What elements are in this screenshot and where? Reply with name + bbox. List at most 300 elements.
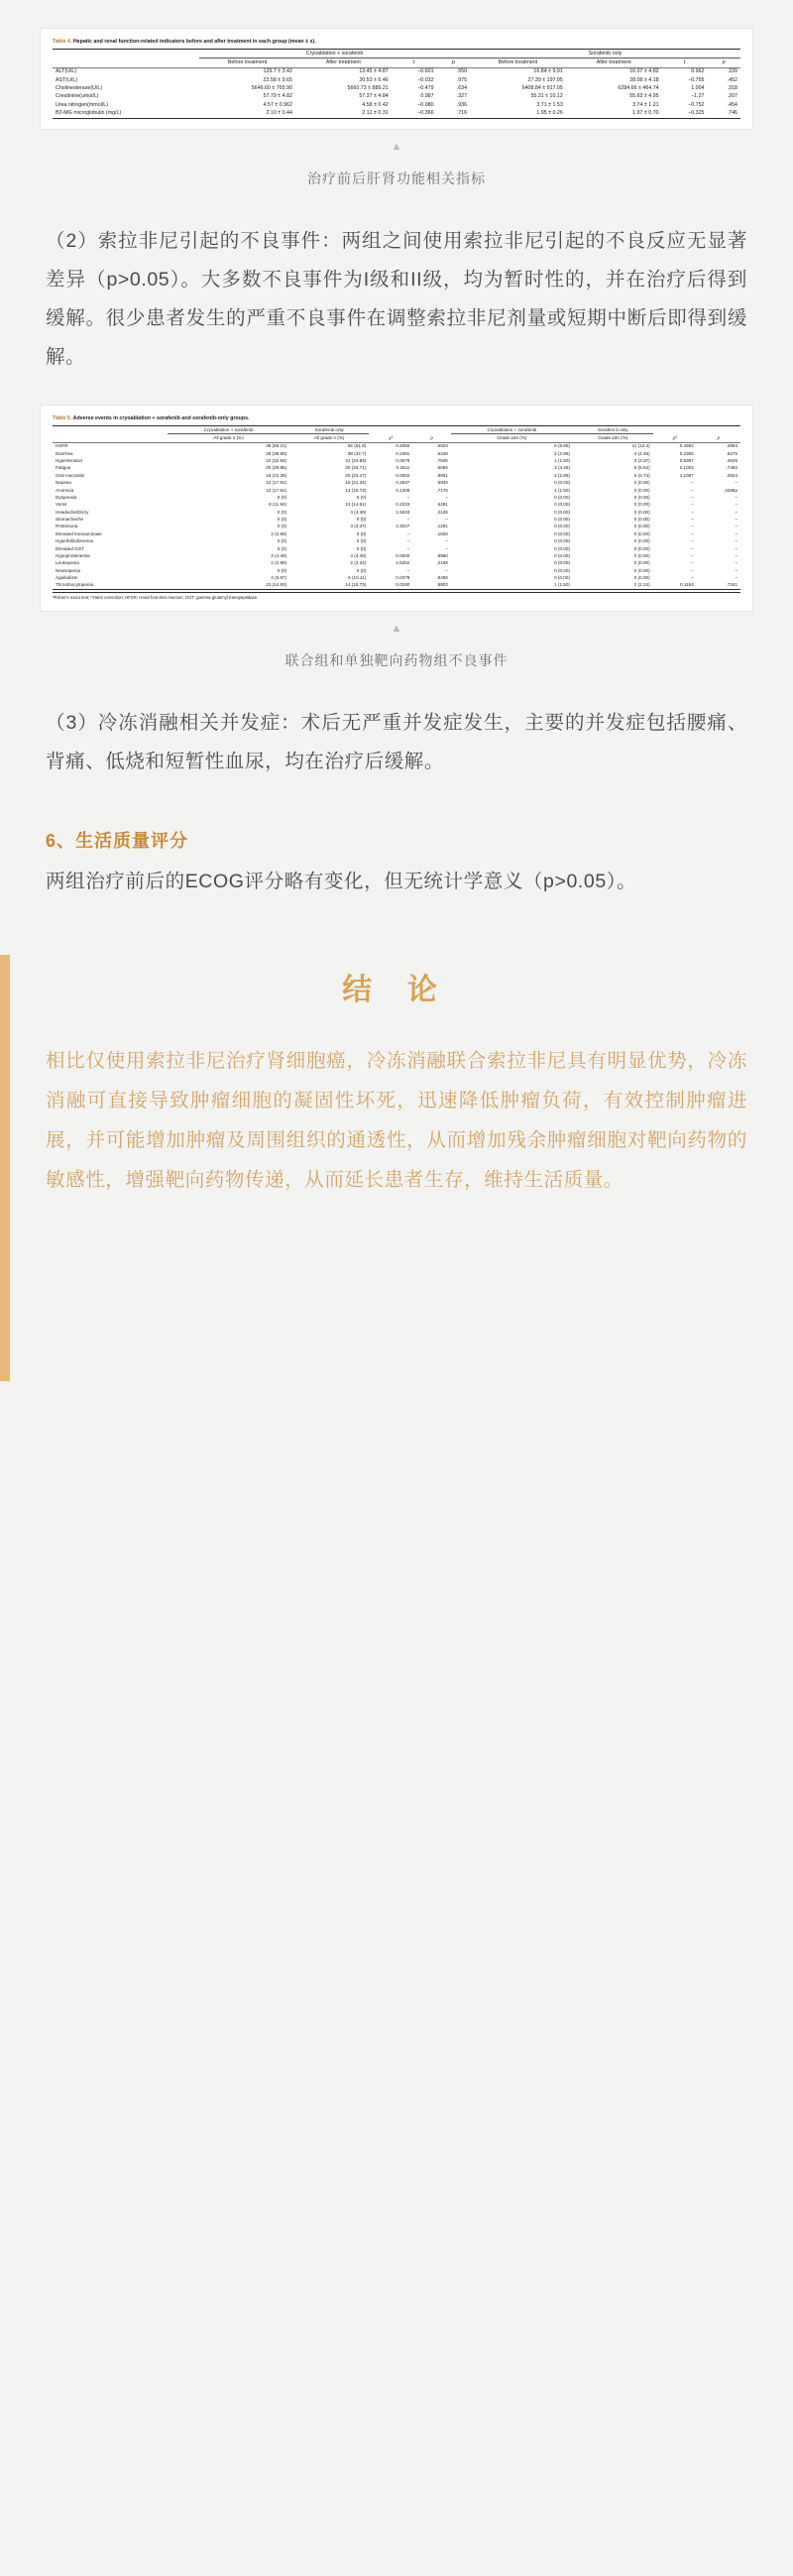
cell: .8903 <box>412 582 451 590</box>
cell: .6248 <box>436 450 448 456</box>
cell: 0 (0.00) <box>554 567 570 573</box>
cell: .327 <box>456 93 468 100</box>
cell: – <box>691 480 694 486</box>
cell: .9901 <box>436 472 448 478</box>
cell: – <box>691 538 694 544</box>
cell: 3.74 ± 1.21 <box>632 101 659 108</box>
cell: 3 (4.48) <box>554 465 570 471</box>
table4-caption-text: Hepatic and renal function-related indicators before and after treatment in each group (mean ± s). <box>72 39 316 45</box>
cell: 4 (4.49) <box>633 450 650 456</box>
cell: 0.2056 <box>396 443 410 449</box>
cell: 0 (0.00) <box>633 545 650 551</box>
cell: 0 (0) <box>277 524 287 529</box>
cell: 3.71 ± 1.53 <box>536 101 563 108</box>
cell: – <box>406 494 410 500</box>
table-row <box>53 552 740 559</box>
cell: B2-MG microglobulin (mg/L) <box>53 109 199 118</box>
cell: – <box>406 567 410 573</box>
cell: .4295a <box>723 487 737 493</box>
cell: 31 (34.83) <box>345 458 367 463</box>
cell: ALT(U/L) <box>56 68 77 75</box>
cell: – <box>691 509 694 515</box>
cell: 0 (0.00) <box>633 560 650 566</box>
cell: 1.1087 <box>679 472 694 478</box>
table-row <box>53 465 740 472</box>
cell: 0 (0) <box>356 517 367 522</box>
cell: 0 (0) <box>356 530 367 536</box>
cell: .454 <box>727 101 737 108</box>
table4-sub-0 <box>53 59 199 67</box>
table-row <box>53 574 740 581</box>
cell: 2.12 ± 0.31 <box>295 109 392 118</box>
cell: – <box>735 567 737 573</box>
cell: 3 (3.37) <box>350 524 367 529</box>
cell: −0.755 <box>688 76 705 83</box>
figure1-arrow-icon: ▲ <box>391 140 402 153</box>
cell: – <box>691 494 694 500</box>
cell: Proteinuria <box>56 524 78 529</box>
cell: 14 (15.73) <box>289 582 369 590</box>
cell: 2 (2.99) <box>271 530 287 536</box>
cell: 0 (0.00) <box>554 517 570 522</box>
cell: 0 (0.00) <box>633 530 650 536</box>
cell: 27.39 ± 197.05 <box>527 76 563 83</box>
cell: 0 (0.00) <box>633 538 650 544</box>
cell: .975 <box>456 76 468 83</box>
table-row <box>53 509 740 516</box>
cell: 1.5533 <box>396 509 410 515</box>
cell: 13.45 ± 4.87 <box>359 68 389 75</box>
table5-sub-3: χ² <box>369 434 412 442</box>
cell: −0.032 <box>417 76 434 83</box>
cell: 16.84 ± 9.91 <box>533 68 563 75</box>
cell: .1829 <box>436 530 448 536</box>
cell: Nausea <box>56 480 71 486</box>
table5-group-sora: Sorafenib only <box>289 425 369 433</box>
figure2-arrow-icon: ▲ <box>391 623 402 636</box>
cell: 13 (14.61) <box>345 502 367 508</box>
cell: 8 (11.94) <box>269 502 287 508</box>
cell: 0.2391 <box>396 450 410 456</box>
cell: 1 (1.50) <box>554 458 570 463</box>
cell: Hypertension <box>56 458 83 463</box>
cell: 1 (1.50) <box>554 487 570 493</box>
cell: 6284.66 ± 464.74 <box>618 85 659 92</box>
cell: – <box>691 487 694 493</box>
cell: 55 (61.8) <box>347 443 367 449</box>
cell: 2 (2.24) <box>350 560 367 566</box>
table5-group-chi <box>369 425 412 433</box>
table-5 <box>53 415 740 590</box>
cell: 0.2837 <box>396 480 410 486</box>
cell: – <box>691 517 694 522</box>
cell: – <box>691 567 694 573</box>
table4-group-row <box>53 50 740 59</box>
table5-sub-6: Grade ≥3n (%) <box>573 434 653 442</box>
cell: 12 (17.91) <box>266 487 287 493</box>
table4-sub-2: After treatment <box>295 59 392 67</box>
conclusion-section <box>0 965 793 1260</box>
cell: 39 (58.21) <box>266 443 287 449</box>
cell: 0 (0) <box>277 545 287 551</box>
cell: 2 (2.99) <box>554 450 570 456</box>
cell: 0.1022 <box>679 465 694 471</box>
table4-wrap <box>53 39 740 119</box>
cell: Stomachache <box>56 517 84 522</box>
cell: – <box>735 509 737 515</box>
cell: Anorexia <box>56 487 74 493</box>
table-row <box>53 516 740 523</box>
cell: .5943 <box>436 480 448 486</box>
cell: .7176 <box>436 487 448 493</box>
table-row <box>53 84 740 92</box>
table4-group-sora: Sorafenib only <box>470 50 740 59</box>
cell: 1 (1.50) <box>451 582 573 590</box>
table5-sub-5: Grade ≥3n (%) <box>451 434 573 442</box>
cell: Elevated GGT <box>56 545 85 551</box>
cell: .7492 <box>726 465 737 471</box>
cell: – <box>406 545 410 551</box>
cell: Vomit <box>56 502 67 508</box>
cell: Elevated transaminase <box>56 530 102 536</box>
paragraph-cryo-complications: （3）冷冻消融相关并发症：术后无严重并发症发生，主要的并发症包括腰痛、背痛、低烧和短暂性血尿，均在治疗后缓解。 <box>46 712 747 773</box>
cell: .1291 <box>436 524 448 529</box>
cell: .452 <box>727 76 737 83</box>
cell: – <box>691 560 694 566</box>
table5-caption-text: Adverse events in cryoablation + sorafenib and sorafenib-only groups. <box>72 414 250 421</box>
article-content <box>0 28 793 1330</box>
cell: .550 <box>456 68 468 75</box>
cell: 0 (0.00) <box>633 494 650 500</box>
cell: Cholinesterase(U/L) <box>56 85 103 92</box>
cell: 16.07 ± 4.82 <box>629 68 659 75</box>
table-row <box>53 450 740 457</box>
cell: 0.987 <box>420 93 434 100</box>
cell: .634 <box>456 85 468 92</box>
cell: 20.53 ± 6.46 <box>359 76 389 83</box>
cell: 0 (0) <box>356 494 367 500</box>
cell: 2 (2.24) <box>573 582 653 590</box>
table5-group-sora2: Sorafeni b only <box>573 425 653 433</box>
cell: 5660.73 ± 889.21 <box>347 85 389 92</box>
cell: 0 (0.00) <box>554 480 570 486</box>
table-row <box>53 101 740 109</box>
cell: 0 (0.00) <box>554 524 570 529</box>
cell: 0.5397 <box>679 458 694 463</box>
cell: 129.7 ± 3.42 <box>263 68 292 75</box>
cell: – <box>691 502 694 508</box>
cell: .4994 <box>726 443 737 449</box>
cell: .9960 <box>436 552 448 558</box>
cell: 0 (0) <box>277 567 287 573</box>
table5-head <box>53 425 740 442</box>
cell: 0.4562 <box>679 443 694 449</box>
cell: 0.0002 <box>396 472 410 478</box>
paragraph-adverse-events: （2）索拉非尼引起的不良事件：两组之间使用索拉非尼引起的不良反应无显著差异（p>0.05）。大多数不良事件为I级和II级，均为暂时性的，并在治疗后得到缓解。很少患者发生的严重不良事件在调整索拉非尼剂量或短期中断后即得到缓解。 <box>46 229 747 368</box>
cell: 0.0379 <box>396 575 410 580</box>
bottom-spacer <box>0 1260 793 1290</box>
cell: 0 (0.00) <box>554 560 570 566</box>
cell: – <box>445 567 448 573</box>
cell: – <box>691 545 694 551</box>
cell: – <box>735 502 737 508</box>
cell: 4 (4.49) <box>350 509 367 515</box>
cell: – <box>735 524 737 529</box>
cell: Neutropenia <box>56 567 81 573</box>
cell: – <box>691 530 694 536</box>
table5-group-p2 <box>697 425 740 433</box>
table4-group-blank <box>53 50 199 59</box>
cell: 0 (0.00) <box>633 524 650 529</box>
cell: Hyperbilirubinemia <box>56 538 94 544</box>
cell: 2 (2.99) <box>271 560 287 566</box>
cell: 4.57 ± 0.962 <box>263 101 292 108</box>
cell: 55.31 ± 10.12 <box>530 93 563 100</box>
cell: Hypoproteinemia <box>56 552 90 558</box>
cell: .6275 <box>726 450 737 456</box>
cell: 1.97 ± 0.70 <box>566 109 662 118</box>
table4-sub-6: After treatment <box>566 59 662 67</box>
cell: 5 (5.62) <box>633 465 650 471</box>
cell: Headache/Dizzy <box>56 509 89 515</box>
conclusion-body: 相比仅使用索拉非尼治疗肾细胞癌，冷冻消融联合索拉非尼具有明显优势，冷冻消融可直接导致肿瘤细胞的凝固性坏死，迅速降低肿瘤负荷，有效控制肿瘤进展，并可能增加肿瘤及周围组织的通透性，从而增加残余肿瘤细胞对靶向药物的敏感性，增强靶向药物传递，从而延长患者生存，维持生活质量。 <box>46 1050 747 1192</box>
cell: 3 (4.48) <box>271 552 287 558</box>
cell: AST(U/L) <box>56 76 78 83</box>
cell: – <box>691 524 694 529</box>
cell: 0.0000 <box>396 552 410 558</box>
cell: 0 (0.00) <box>554 494 570 500</box>
cell: 19 (21.34) <box>345 480 367 486</box>
table5-sub-2: All grade n (%) <box>289 434 369 442</box>
cell: – <box>406 530 410 536</box>
cell: 2 (2.99) <box>554 472 570 478</box>
table4-caption <box>53 39 740 49</box>
cell: −0.752 <box>688 101 705 108</box>
table-row <box>53 457 740 464</box>
cell: 4 (5.97) <box>271 575 287 580</box>
cell: – <box>691 575 694 580</box>
cell: 0 (0) <box>356 567 367 573</box>
cell: 0.1154 <box>653 582 697 590</box>
cell: 4 (4.49) <box>350 552 367 558</box>
table-row <box>53 502 740 509</box>
cell: 0 (0.00) <box>554 575 570 580</box>
cell: Creatinine(umol/L) <box>56 93 99 100</box>
cell: – <box>735 560 737 566</box>
table-row <box>53 530 740 537</box>
table4-group-cryo: Cryoablation + sorafenib <box>199 50 470 59</box>
cell: – <box>735 494 737 500</box>
table-row <box>53 582 740 590</box>
cell: – <box>735 552 737 558</box>
cell: – <box>406 517 410 522</box>
cell: 0 (0) <box>277 509 287 515</box>
cell: .8456 <box>436 575 448 580</box>
cell: – <box>406 538 410 544</box>
cell: 20 (29.85) <box>266 465 287 471</box>
figure-table5 <box>40 405 753 612</box>
figure1-caption: 治疗前后肝肾功能相关指标 <box>307 170 486 186</box>
cell: 2.3027 <box>396 524 410 529</box>
cell: 6 (8.96) <box>554 443 570 449</box>
table-row <box>53 93 740 101</box>
table-row <box>53 67 740 76</box>
cell: Dyspeusia <box>56 494 77 500</box>
cell: Fatigue <box>56 465 71 471</box>
cell: .6094 <box>436 465 448 471</box>
cell: 30 (33.71) <box>345 465 367 471</box>
cell: 0.0679 <box>396 458 410 463</box>
cell: .207 <box>727 93 737 100</box>
cell: 0.962 <box>691 68 705 75</box>
table5-body <box>53 442 740 590</box>
table5-group-cryo: Cryoablation + sorafenib <box>168 425 289 433</box>
table-row <box>53 487 740 494</box>
table-row <box>53 560 740 567</box>
cell: 0 (0.00) <box>554 545 570 551</box>
cell: −0.080 <box>417 101 434 108</box>
cell: 0 (0.00) <box>633 567 650 573</box>
table5-sub-1: All grade n (%) <box>168 434 289 442</box>
table5-footnote: ªFisher's exact test; ᵇYates correction; HFSR: Hand-foot skin reaction; GGT: gamma-glutamyl transpeptidase. <box>53 592 740 601</box>
table-row <box>53 76 740 84</box>
cell: 0 (0) <box>277 517 287 522</box>
cell: .4625 <box>726 458 737 463</box>
cell: – <box>735 538 737 544</box>
cell: 6408.84 ± 917.05 <box>521 85 563 92</box>
cell: Leukopenia <box>56 560 79 566</box>
cell: – <box>735 530 737 536</box>
table-row <box>53 472 740 479</box>
cell: .716 <box>437 109 470 118</box>
cell: Urea nitrogen(mmol/L) <box>56 101 108 108</box>
accent-bar <box>0 955 10 1381</box>
table4-caption-number: Table 4. <box>53 39 72 45</box>
cell: – <box>735 480 737 486</box>
table5-sub-8: p <box>697 434 740 442</box>
table5-group-row <box>53 425 740 433</box>
cell: −0.325 <box>662 109 708 118</box>
table4-sub-5: Before treatment <box>470 59 566 67</box>
cell: .7341 <box>697 582 740 590</box>
cell: −0.479 <box>417 85 434 92</box>
table4-head <box>53 50 740 68</box>
figure-table4 <box>40 28 753 130</box>
cell: 55.63 ± 4.95 <box>629 93 659 100</box>
cell: 1.95 ± 0.26 <box>470 109 566 118</box>
table5-caption-number: Table 5. <box>53 414 72 421</box>
table-row <box>53 494 740 501</box>
table4-body <box>53 67 740 118</box>
cell: 0 (0.00) <box>633 517 650 522</box>
cell: 0 (0.00) <box>633 487 650 493</box>
cell: 0 (0) <box>277 494 287 500</box>
cell: .318 <box>727 85 737 92</box>
cell: – <box>445 545 448 551</box>
cell: Agiobulism <box>56 575 78 580</box>
table5-caption <box>53 415 740 425</box>
table4-subhead-row <box>53 59 740 67</box>
table5-group-cryo2: Cryoablation + sorafenib <box>451 425 573 433</box>
cell: – <box>445 538 448 544</box>
cell: .2126 <box>436 509 448 515</box>
cell: Thrombocytopenia <box>53 582 168 590</box>
cell: 0 (0.00) <box>554 530 570 536</box>
cell: 38 (42.7) <box>347 450 367 456</box>
cell: 0 (0.00) <box>633 552 650 558</box>
conclusion-title: 结 论 <box>342 974 451 1007</box>
cell: 0.0190 <box>369 582 412 590</box>
cell: 15 (22.39) <box>266 472 287 478</box>
table-row <box>53 109 740 118</box>
cell: .936 <box>456 101 468 108</box>
cell: 0 (0) <box>356 545 367 551</box>
table5-subhead-row <box>53 434 740 442</box>
cell: 11 (12.4) <box>631 443 650 449</box>
table-row <box>53 480 740 487</box>
article-page <box>0 28 793 2576</box>
cell: 6 (6.74) <box>633 472 650 478</box>
cell: 1.004 <box>691 85 705 92</box>
table-row <box>53 442 740 450</box>
cell: 26 (38.80) <box>266 450 287 456</box>
cell: 2.10 ± 0.44 <box>199 109 295 118</box>
table-row <box>53 567 740 574</box>
cell: .746 <box>707 109 740 118</box>
cell: 4.58 ± 0.42 <box>362 101 389 108</box>
cell: .2168 <box>436 560 448 566</box>
cell: 0 (0.00) <box>633 509 650 515</box>
table5-sub-4: p <box>412 434 451 442</box>
cell: HSFR <box>56 443 68 449</box>
table5-group-blank <box>53 425 168 433</box>
cell: 0 (0.00) <box>554 552 570 558</box>
table5-wrap <box>53 415 740 601</box>
cell: 0 (0.00) <box>633 480 650 486</box>
cell: 20 (22.47) <box>345 472 367 478</box>
table-row <box>53 545 740 552</box>
table4-sub-3: t <box>392 59 437 67</box>
cell: 0.2333 <box>396 502 410 508</box>
cell: 0 (0) <box>277 538 287 544</box>
table4-sub-8: p <box>707 59 740 67</box>
cell: .6291 <box>436 502 448 508</box>
table4-sub-7: t <box>662 59 708 67</box>
table5-sub-7: χ² <box>653 434 697 442</box>
paragraph-ecog: 两组治疗前后的ECOG评分略有变化，但无统计学意义（p>0.05）。 <box>46 871 637 893</box>
cell: – <box>445 494 448 500</box>
table5-sub-0 <box>53 434 168 442</box>
cell: 22 (32.84) <box>266 458 287 463</box>
cell: 0 (0.00) <box>633 575 650 580</box>
cell: 14 (15.73) <box>345 487 367 493</box>
cell: – <box>735 575 737 580</box>
cell: Oral mucositis <box>56 472 85 478</box>
cell: – <box>691 552 694 558</box>
cell: 57.79 ± 4.82 <box>263 93 292 100</box>
table5-group-chi2 <box>653 425 697 433</box>
section-heading-quality-of-life: 6、生活质量评分 <box>46 831 189 852</box>
cell: .2924 <box>726 472 737 478</box>
cell: – <box>735 517 737 522</box>
cell: 1.5252 <box>396 560 410 566</box>
cell: −0.366 <box>392 109 437 118</box>
cell: 6 (10.11) <box>348 575 367 580</box>
cell: 0.2355 <box>679 450 694 456</box>
table4-sub-1: Before treatment <box>199 59 295 67</box>
cell: 0 (0.00) <box>633 502 650 508</box>
table-row <box>53 524 740 530</box>
